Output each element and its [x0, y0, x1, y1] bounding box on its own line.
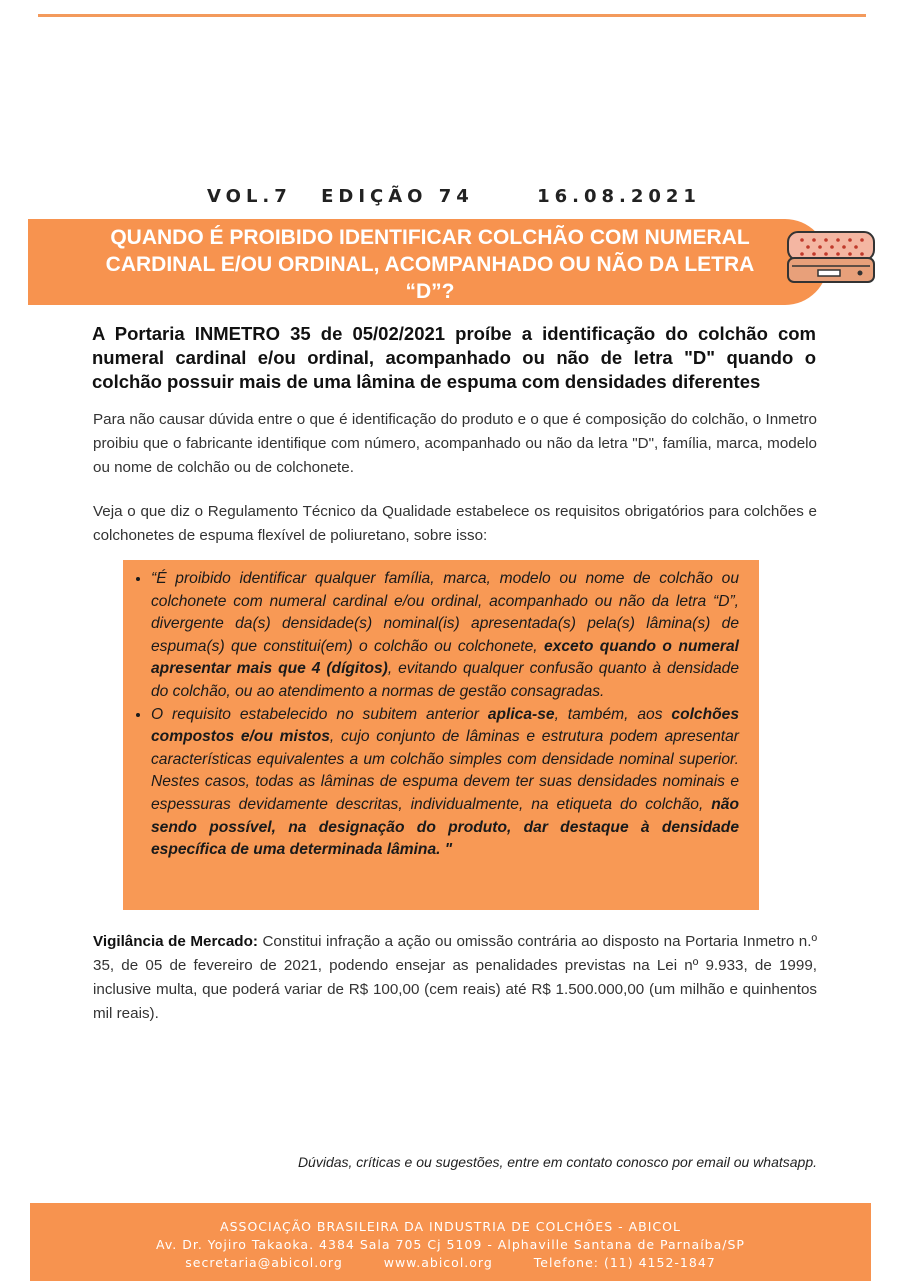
footer-address: Av. Dr. Yojiro Takaoka. 4384 Sala 705 Cj 5109 - Alphaville Santana de Parnaíba/SP	[156, 1237, 745, 1252]
footer-phone: Telefone: (11) 4152-1847	[533, 1255, 716, 1270]
top-divider	[38, 14, 866, 17]
market-surveillance-label: Vigilância de Mercado:	[93, 933, 258, 950]
edition-label: EDIÇÃO 74	[321, 186, 474, 207]
issue-header	[0, 186, 908, 207]
footer-org-name: ASSOCIAÇÃO BRASILEIRA DA INDUSTRIA DE COLCHÕES - ABICOL	[220, 1219, 681, 1234]
quote-list	[123, 560, 759, 862]
volume-label: VOL.7	[207, 186, 292, 207]
footer-contacts	[30, 1254, 871, 1272]
contact-note: Dúvidas, críticas e ou sugestões, entre em contato conosco por email ou whatsapp.	[297, 1154, 817, 1170]
quote-item-2: • O requisito estabelecido no subitem anterior aplica-se, também, aos colchões compostos e/ou mistos, cujo conjunto de lâminas e estrutura podem apresentar características equivalentes a um colchão simples com densidade nominal superior. Nestes casos, todas as lâminas de espuma devem ter suas densidades nominais e espessuras devidamente descritas, individualmente, na etiqueta do colchão, não sendo possível, na designação do produto, dar destaque à densidade específica de uma determinada lâmina. "	[151, 704, 739, 862]
regulation-quote-box	[123, 560, 759, 910]
footer	[30, 1203, 871, 1281]
mattress-icon	[786, 230, 876, 286]
market-surveillance-paragraph: Vigilância de Mercado: Constitui infração a ação ou omissão contrária ao disposto na Portaria Inmetro n.º 35, de 05 de fevereiro de 2021, podendo ensejar as penalidades previstas na Lei nº 9.933, de 1999, inclusive multa, que poderá variar de R$ 100,00 (cem reais) até R$ 1.500.000,00 (um milhão e quinhentos mil reais).	[93, 933, 817, 1022]
footer-email-link[interactable]: secretaria@abicol.org	[185, 1255, 343, 1270]
issue-date: 16.08.2021	[537, 186, 701, 207]
intro-paragraph: Para não causar dúvida entre o que é identificação do produto e o que é composição do colchão, o Inmetro proibiu que o fabricante identifique com número, acompanhado ou não da letra "D", família, marca, modelo ou nome de colchão ou de colchonete.	[93, 411, 817, 476]
quote-item-1: • “É proibido identificar qualquer família, marca, modelo ou nome de colchão ou colchonete com numeral cardinal e/ou ordinal, acompanhado ou não da letra “D”, divergente da(s) densidade(s) nominal(is) apresentada(s) pela(s) lâmina(s) de espuma(s) que constitui(em) o colchão ou colchonete, exceto quando o numeral apresentar mais que 4 (dígitos), evitando qualquer confusão quanto à densidade do colchão, ou ao atendimento a normas de gestão consagradas.	[151, 568, 739, 704]
lead-paragraph: A Portaria INMETRO 35 de 05/02/2021 proíbe a identificação do colchão com numeral cardinal e/ou ordinal, acompanhado ou não de letra "D" quando o colchão possuir mais de uma lâmina de espuma com densidades diferentes	[92, 323, 816, 392]
page-title: QUANDO É PROIBIDO IDENTIFICAR COLCHÃO COM NUMERAL CARDINAL E/OU ORDINAL, ACOMPANHADO OU NÃO DA LETRA “D”?	[105, 226, 755, 303]
regulation-intro-paragraph: Veja o que diz o Regulamento Técnico da Qualidade estabelece os requisitos obrigatórios para colchões e colchonetes de espuma flexível de poliuretano, sobre isso:	[93, 503, 817, 544]
footer-website-link[interactable]: www.abicol.org	[383, 1255, 493, 1270]
